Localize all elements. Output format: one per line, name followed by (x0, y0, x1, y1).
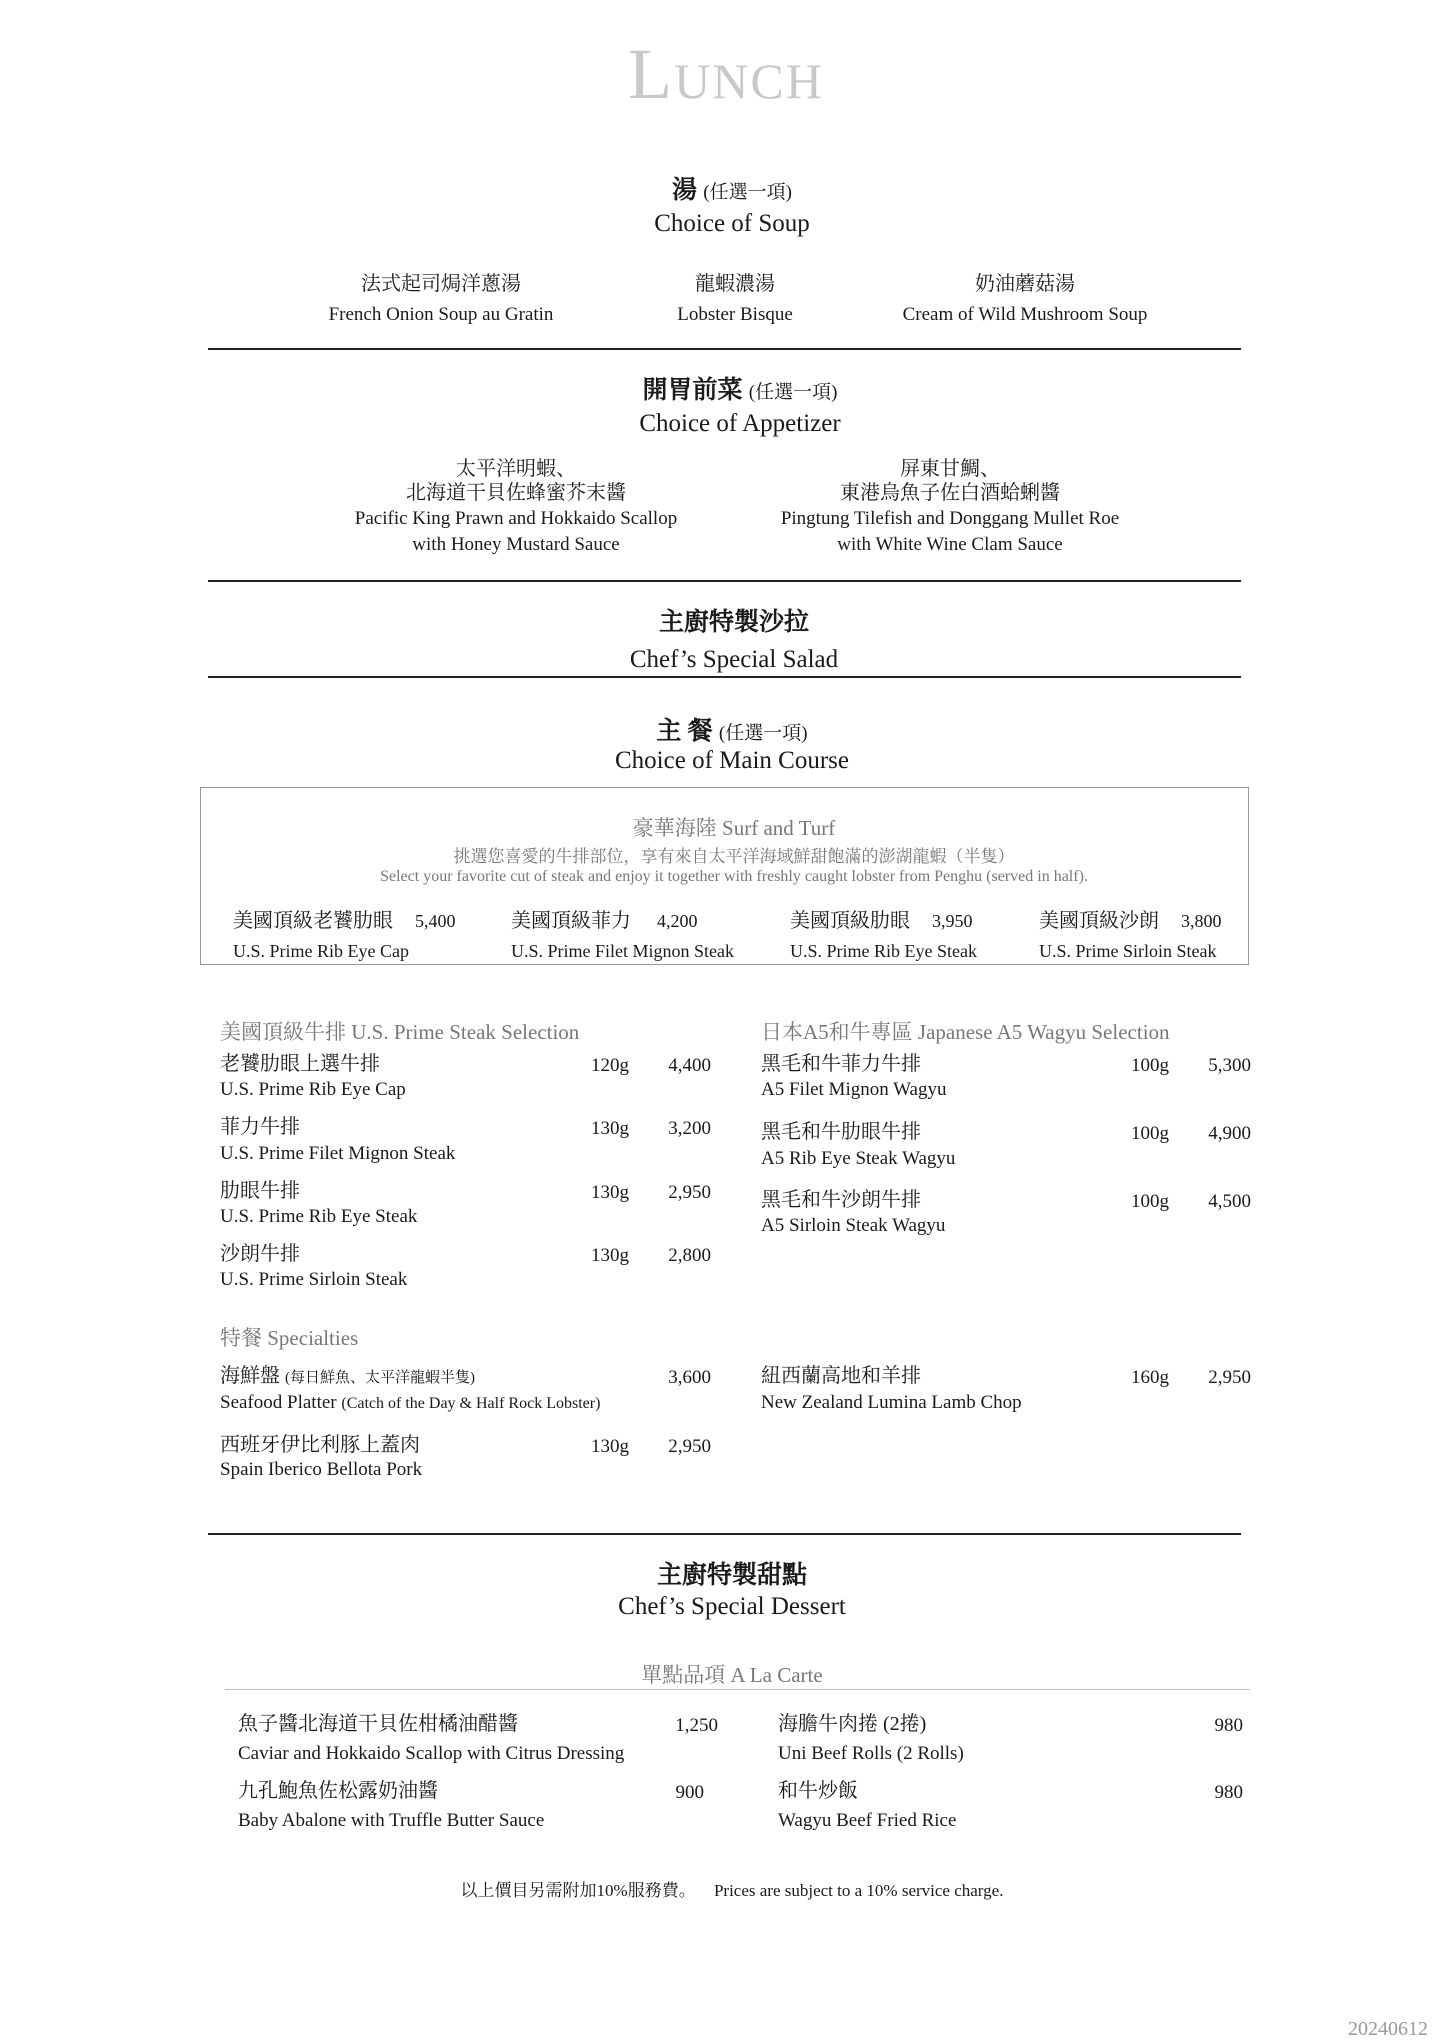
option-name: 美國頂級沙朗 (1039, 910, 1159, 932)
surf-turf-desc-en: Select your favorite cut of steak and enjoy it together with freshly caught lobster from Penghu (served in half). (380, 868, 1088, 885)
menu-item-en: Caviar and Hokkaido Scallop with Citrus Dressing (238, 1743, 625, 1764)
menu-item-price: 1,250 (675, 1715, 718, 1736)
menu-item-price: 2,950 (1208, 1367, 1251, 1388)
menu-item-en: A5 Sirloin Steak Wagyu (761, 1215, 946, 1236)
menu-item-cn: 菲力牛排 (220, 1116, 300, 1138)
main-heading-note: (任選一項) (718, 723, 808, 744)
soup-item-cn: 法式起司焗洋蔥湯 (361, 273, 521, 295)
menu-item-cn: 老饕肋眼上選牛排 (220, 1053, 380, 1075)
option-price: 3,800 (1181, 911, 1222, 931)
menu-item-cn: 肋眼牛排 (220, 1180, 300, 1202)
section-divider (208, 580, 1241, 582)
item-note: (Catch of the Day & Half Rock Lobster) (341, 1395, 601, 1412)
option-price: 3,950 (932, 911, 973, 931)
menu-item-price: 980 (1214, 1782, 1243, 1803)
item-name: 海鮮盤 (220, 1365, 280, 1387)
section-divider (208, 348, 1241, 350)
menu-item-weight: 130g (591, 1118, 629, 1139)
menu-item-weight: 160g (1131, 1367, 1169, 1388)
appetizer-heading-cn (643, 378, 838, 403)
page-title: Lunch (628, 34, 824, 114)
surf-turf-option-cn (790, 911, 973, 931)
soup-heading-note: (任選一項) (703, 182, 792, 203)
menu-item-cn: 魚子醬北海道干貝佐柑橘油醋醬 (238, 1713, 518, 1735)
menu-item-cn: 和牛炒飯 (778, 1780, 858, 1802)
option-name: 美國頂級肋眼 (790, 910, 910, 932)
menu-item-weight: 130g (591, 1245, 629, 1266)
menu-item-price: 900 (675, 1782, 704, 1803)
surf-turf-desc-cn: 挑選您喜愛的牛排部位，享有來自太平洋海域鮮甜飽滿的澎湖龍蝦（半隻） (453, 847, 1015, 866)
section-divider (208, 676, 1241, 678)
a-la-carte-divider (225, 1689, 1250, 1690)
menu-item-price: 2,950 (668, 1436, 711, 1457)
appetizer-item-cn: 太平洋明蝦、 (456, 458, 576, 480)
specialties-header: 特餐 Specialties (220, 1326, 359, 1350)
menu-item-weight: 100g (1131, 1055, 1169, 1076)
menu-item-en: Uni Beef Rolls (2 Rolls) (778, 1743, 964, 1764)
surf-turf-title: 豪華海陸 Surf and Turf (632, 816, 836, 840)
item-note: (每日鮮魚、太平洋龍蝦半隻) (285, 1370, 475, 1386)
menu-item-cn: 海膽牛肉捲 (2捲) (778, 1713, 927, 1735)
salad-heading-cn: 主廚特製沙拉 (658, 609, 810, 636)
menu-item-price: 3,200 (668, 1118, 711, 1139)
menu-item-price: 4,900 (1208, 1123, 1251, 1144)
menu-item-cn: 黑毛和牛菲力牛排 (761, 1053, 921, 1075)
soup-item-en: French Onion Soup au Gratin (328, 304, 554, 325)
surf-turf-option-cn (1039, 911, 1222, 931)
menu-item-cn: 黑毛和牛沙朗牛排 (761, 1189, 921, 1211)
menu-item-en: U.S. Prime Rib Eye Steak (220, 1206, 418, 1227)
service-charge-en: Prices are subject to a 10% service charge. (713, 1881, 1004, 1900)
surf-turf-option-en: U.S. Prime Sirloin Steak (1039, 941, 1217, 961)
soup-heading-en: Choice of Soup (654, 210, 810, 237)
option-name: 美國頂級菲力 (511, 910, 631, 932)
appetizer-item-cn: 北海道干貝佐蜂蜜芥末醬 (406, 482, 626, 504)
menu-item-price: 4,500 (1208, 1191, 1251, 1212)
option-price: 4,200 (657, 911, 698, 931)
menu-item-en (220, 1393, 600, 1412)
option-name: 美國頂級老饕肋眼 (233, 910, 393, 932)
soup-item-en: Cream of Wild Mushroom Soup (902, 304, 1148, 325)
menu-item-en: Spain Iberico Bellota Pork (220, 1459, 423, 1480)
item-name: Seafood Platter (220, 1392, 337, 1413)
appetizer-item-cn: 東港烏魚子佐白酒蛤蜊醬 (840, 482, 1060, 504)
section-divider (208, 1533, 1241, 1535)
menu-item-price: 980 (1214, 1715, 1243, 1736)
menu-item-cn: 黑毛和牛肋眼牛排 (761, 1121, 921, 1143)
appetizer-heading-en: Choice of Appetizer (639, 410, 841, 437)
menu-item-cn (220, 1366, 475, 1386)
appetizer-item-cn: 屏東甘鯛、 (900, 458, 1000, 480)
menu-item-cn: 沙朗牛排 (220, 1243, 300, 1265)
menu-item-price: 3,600 (668, 1367, 711, 1388)
menu-item-cn: 九孔鮑魚佐松露奶油醬 (238, 1780, 438, 1802)
service-charge-note (461, 1876, 1004, 1901)
main-heading-cn (656, 719, 807, 744)
surf-turf-option-cn (233, 911, 456, 931)
menu-item-cn: 西班牙伊比利豚上蓋肉 (220, 1434, 420, 1456)
appetizer-heading-note: (任選一項) (748, 382, 838, 403)
menu-item-en: U.S. Prime Sirloin Steak (220, 1269, 408, 1290)
menu-item-en: Wagyu Beef Fried Rice (778, 1810, 957, 1831)
dessert-heading-cn: 主廚特製甜點 (656, 1562, 808, 1589)
menu-item-en: A5 Filet Mignon Wagyu (761, 1079, 947, 1100)
soup-item-cn: 龍蝦濃湯 (695, 273, 775, 295)
menu-item-weight: 100g (1131, 1191, 1169, 1212)
menu-item-cn: 紐西蘭高地和羊排 (761, 1365, 921, 1387)
soup-heading-cn (672, 178, 792, 203)
soup-item-en: Lobster Bisque (677, 304, 793, 325)
main-heading-cn-text: 主 餐 (656, 718, 713, 745)
menu-item-price: 5,300 (1208, 1055, 1251, 1076)
appetizer-item-en: with Honey Mustard Sauce (412, 534, 620, 555)
menu-item-en: U.S. Prime Filet Mignon Steak (220, 1143, 456, 1164)
appetizer-item-en: Pacific King Prawn and Hokkaido Scallop (354, 508, 678, 529)
date-code: 20240612 (1348, 2018, 1428, 2040)
surf-turf-option-en: U.S. Prime Rib Eye Steak (790, 941, 977, 961)
us-prime-header: 美國頂級牛排 U.S. Prime Steak Selection (220, 1020, 580, 1044)
menu-item-en: A5 Rib Eye Steak Wagyu (761, 1148, 956, 1169)
menu-item-price: 2,950 (668, 1182, 711, 1203)
menu-item-weight: 130g (591, 1436, 629, 1457)
service-charge-cn: 以上價目另需附加10%服務費。 (460, 1881, 696, 1900)
main-heading-en: Choice of Main Course (615, 747, 849, 774)
wagyu-header: 日本A5和牛專區 Japanese A5 Wagyu Selection (761, 1020, 1170, 1044)
menu-item-en: U.S. Prime Rib Eye Cap (220, 1079, 406, 1100)
soup-item-cn: 奶油蘑菇湯 (975, 273, 1075, 295)
surf-turf-option-en: U.S. Prime Rib Eye Cap (233, 941, 409, 961)
a-la-carte-header: 單點品項 A La Carte (641, 1663, 823, 1687)
salad-heading-en: Chef’s Special Salad (629, 646, 839, 673)
option-price: 5,400 (415, 911, 456, 931)
menu-item-price: 2,800 (668, 1245, 711, 1266)
appetizer-heading-cn-text: 開胃前菜 (642, 377, 743, 404)
menu-item-en: New Zealand Lumina Lamb Chop (761, 1392, 1022, 1413)
appetizer-item-en: with White Wine Clam Sauce (837, 534, 1063, 555)
surf-turf-option-en: U.S. Prime Filet Mignon Steak (511, 941, 735, 961)
menu-item-price: 4,400 (668, 1055, 711, 1076)
menu-item-en: Baby Abalone with Truffle Butter Sauce (238, 1810, 545, 1831)
menu-item-weight: 120g (591, 1055, 629, 1076)
menu-item-weight: 100g (1131, 1123, 1169, 1144)
appetizer-item-en: Pingtung Tilefish and Donggang Mullet Roe (780, 508, 1120, 529)
surf-turf-option-cn (511, 911, 698, 931)
soup-heading-cn-text: 湯 (672, 177, 698, 204)
menu-item-weight: 130g (591, 1182, 629, 1203)
dessert-heading-en: Chef’s Special Dessert (618, 1593, 846, 1620)
